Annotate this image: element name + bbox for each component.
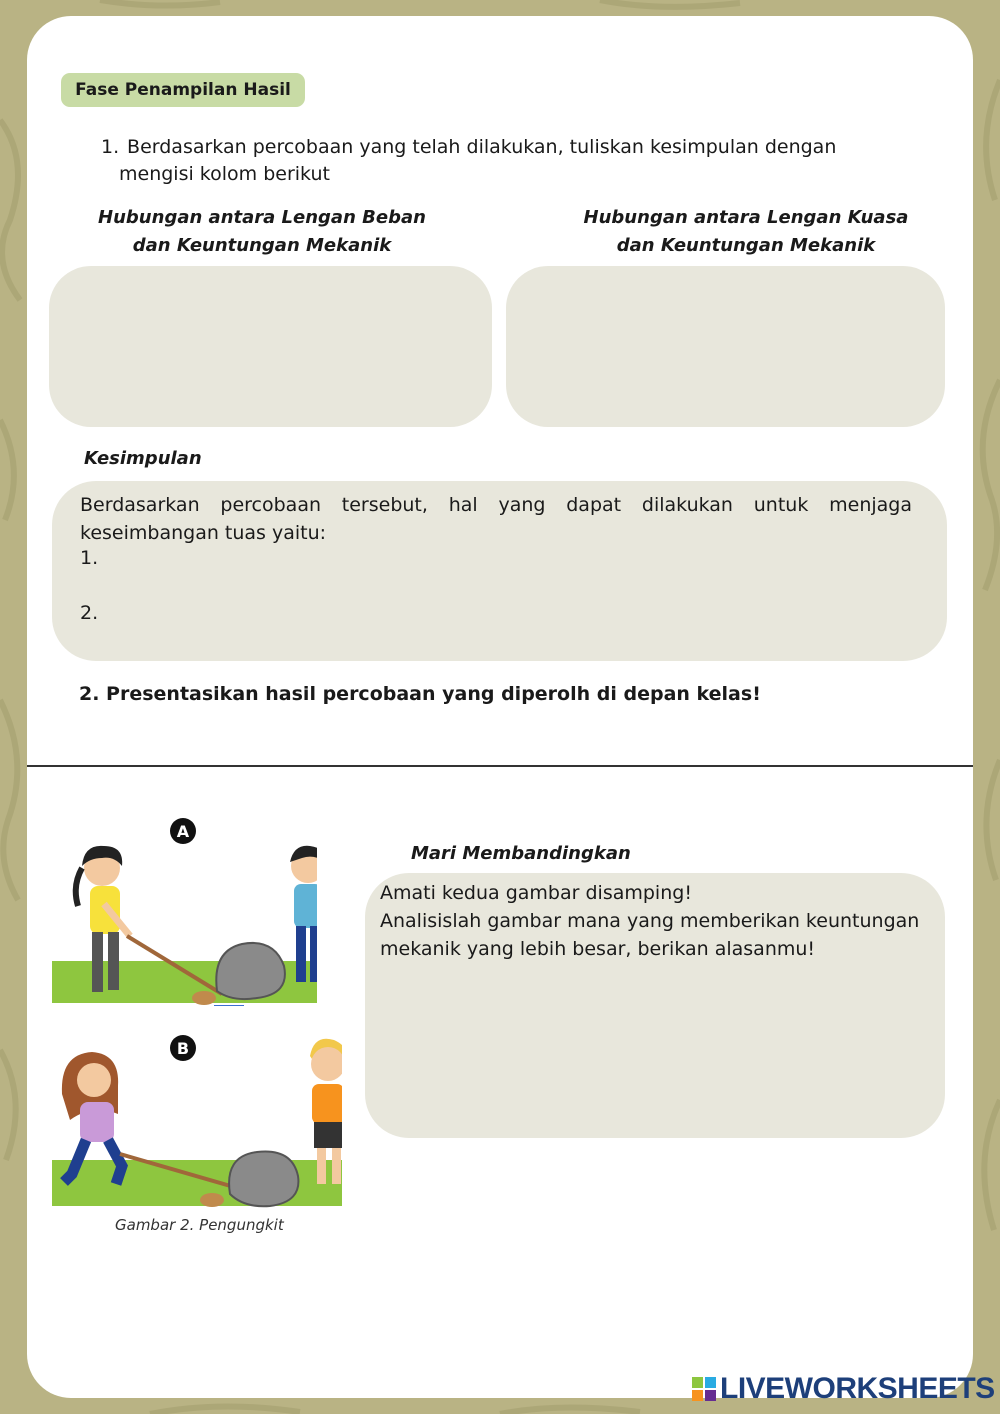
column-heading-beban-line2: dan Keuntungan Mekanik bbox=[132, 235, 392, 256]
compare-line2: Analisislah gambar mana yang memberikan keuntungan mekanik yang lebih besar, berikan alasanmu! bbox=[380, 910, 920, 960]
instruction-1 bbox=[101, 134, 921, 188]
column-heading-beban bbox=[77, 204, 447, 260]
presentation-instruction: 2. Presentasikan hasil percobaan yang diperolh di depan kelas! bbox=[79, 683, 761, 705]
label-b: B bbox=[176, 1039, 190, 1058]
kesimpulan-box[interactable] bbox=[52, 481, 947, 661]
section-divider bbox=[27, 765, 973, 767]
compare-line1: Amati kedua gambar disamping! bbox=[380, 882, 692, 904]
worksheet-page bbox=[27, 16, 973, 1398]
column-heading-kuasa-line1: Hubungan antara Lengan Kuasa bbox=[583, 207, 909, 228]
kesimpulan-item-2: 2. bbox=[80, 602, 99, 624]
liveworksheets-logo-icon bbox=[692, 1377, 716, 1401]
figure-caption: Gambar 2. Pengungkit bbox=[115, 1216, 284, 1234]
label-a: A bbox=[176, 822, 190, 841]
column-heading-kuasa-line2: dan Keuntungan Mekanik bbox=[616, 235, 876, 256]
phase-badge: Fase Penampilan Hasil bbox=[61, 73, 305, 107]
column-heading-beban-line1: Hubungan antara Lengan Beban bbox=[98, 207, 426, 228]
fulcrum-b bbox=[200, 1193, 224, 1207]
illustration-b bbox=[52, 1034, 342, 1209]
kesimpulan-item-1: 1. bbox=[80, 547, 99, 569]
compare-title: Mari Membandingkan bbox=[411, 843, 631, 864]
rock-a bbox=[216, 943, 285, 999]
illustration-a bbox=[52, 816, 317, 1006]
instruction-line1: Berdasarkan percobaan yang telah dilakukan, tuliskan kesimpulan dengan bbox=[127, 136, 837, 158]
column-heading-kuasa bbox=[561, 204, 931, 260]
liveworksheets-logo-text: LIVEWORKSHEETS bbox=[720, 1372, 995, 1405]
rock-b bbox=[229, 1152, 298, 1207]
compare-instructions bbox=[380, 879, 940, 963]
kesimpulan-title: Kesimpulan bbox=[84, 448, 202, 469]
fulcrum-a bbox=[192, 991, 216, 1005]
kesimpulan-text: Berdasarkan percobaan tersebut, hal yang dapat dilakukan untuk menjaga keseimbangan tuas yaitu: bbox=[80, 494, 912, 544]
instruction-line2: mengisi kolom berikut bbox=[119, 163, 330, 185]
compare-answer-box[interactable] bbox=[365, 873, 945, 1138]
answer-box-lengan-kuasa[interactable] bbox=[506, 266, 945, 427]
instruction-number: 1. bbox=[101, 136, 120, 158]
answer-box-lengan-beban[interactable] bbox=[49, 266, 492, 427]
